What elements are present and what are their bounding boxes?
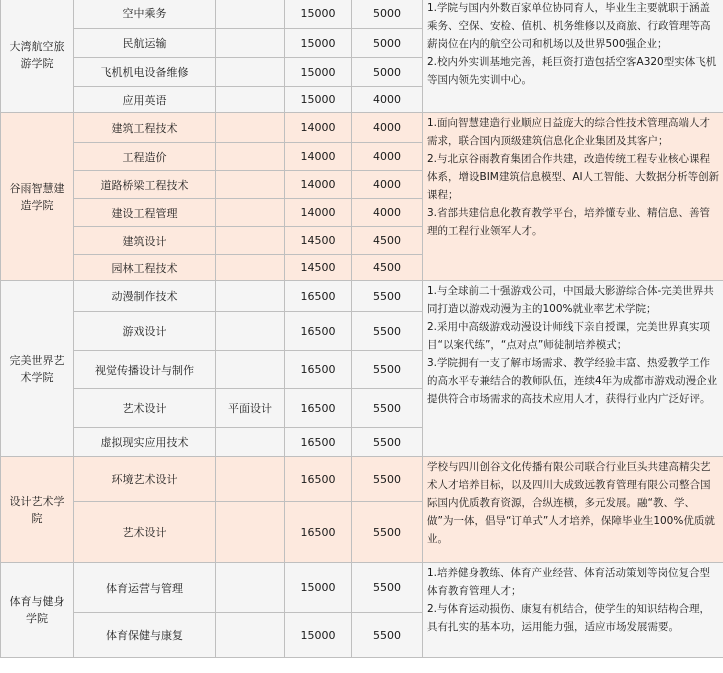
college-name: 完美世界艺术学院	[1, 281, 74, 457]
boarding-fee: 4000	[352, 199, 423, 227]
college-description: 1.面向智慧建造行业顺应日益庞大的综合性技术管理高端人才需求，联合国内顶级建筑信息化企业集团及其客户； 2.与北京谷雨教育集团合作共建，改造传统工程专业核心课程体系，增设BIM建筑信息模型、AI人工智能、大数据分析等创新课程； 3.省部共建信息化教育教学平台，培养懂专业、精信息、善管理的工程行业领军人才。	[423, 113, 723, 281]
major-name: 工程造价	[74, 143, 216, 171]
tuition-fee: 14000	[285, 171, 352, 199]
college-name: 谷雨智慧建造学院	[1, 113, 74, 281]
boarding-fee: 4000	[352, 171, 423, 199]
major-name: 艺术设计	[74, 389, 216, 428]
major-name: 民航运输	[74, 29, 216, 58]
direction	[216, 58, 285, 87]
table-row	[1, 281, 723, 312]
major-name: 艺术设计	[74, 502, 216, 563]
major-name: 应用英语	[74, 87, 216, 113]
direction	[216, 29, 285, 58]
direction	[216, 281, 285, 312]
tuition-fee: 15000	[285, 87, 352, 113]
tuition-fee: 15000	[285, 0, 352, 29]
direction	[216, 171, 285, 199]
boarding-fee: 5500	[352, 613, 423, 658]
major-name: 虚拟现实应用技术	[74, 428, 216, 457]
direction	[216, 143, 285, 171]
direction	[216, 613, 285, 658]
major-name: 视觉传播设计与制作	[74, 351, 216, 389]
boarding-fee: 5500	[352, 502, 423, 563]
college-description: 1.学院与国内外数百家单位协同育人，毕业生主要就职于涵盖乘务、空保、安检、值机、机务维修以及商旅、行政管理等高薪岗位在内的航空公司和机场以及世界500强企业； 2.校内外实训基地完善，耗巨资打造包括空客A320型实体飞机等国内领先实训中心。	[423, 0, 723, 113]
college-description: 学校与四川创谷文化传播有限公司联合行业巨头共建高精尖艺术人才培养目标，以及四川大成致远教育管理有限公司整合国际国内优质教育资源，合纵连横，多元发展。融“教、学、做”为一体，倡导“订单式”人才培养，保障毕业生100%优质就业。	[423, 457, 723, 563]
table-row	[1, 457, 723, 502]
major-name: 飞机机电设备维修	[74, 58, 216, 87]
tuition-fee: 14500	[285, 255, 352, 281]
major-name: 体育运营与管理	[74, 563, 216, 613]
tuition-fee: 14000	[285, 143, 352, 171]
college-name: 大湾航空旅游学院	[1, 0, 74, 113]
direction	[216, 87, 285, 113]
tuition-fee: 14000	[285, 113, 352, 143]
tuition-fee: 14500	[285, 227, 352, 255]
boarding-fee: 5500	[352, 563, 423, 613]
boarding-fee: 5500	[352, 281, 423, 312]
major-name: 园林工程技术	[74, 255, 216, 281]
boarding-fee: 5500	[352, 389, 423, 428]
tuition-fee: 14000	[285, 199, 352, 227]
boarding-fee: 5000	[352, 58, 423, 87]
direction	[216, 502, 285, 563]
boarding-fee: 4000	[352, 113, 423, 143]
boarding-fee: 5500	[352, 312, 423, 351]
boarding-fee: 4000	[352, 87, 423, 113]
direction	[216, 312, 285, 351]
major-name: 建筑工程技术	[74, 113, 216, 143]
major-name: 道路桥梁工程技术	[74, 171, 216, 199]
boarding-fee: 4000	[352, 143, 423, 171]
tuition-fee: 16500	[285, 428, 352, 457]
tuition-fee: 15000	[285, 563, 352, 613]
college-name: 体育与健身学院	[1, 563, 74, 658]
direction	[216, 113, 285, 143]
direction: 平面设计	[216, 389, 285, 428]
direction	[216, 227, 285, 255]
tuition-fee: 16500	[285, 389, 352, 428]
table-row	[1, 0, 723, 29]
college-description: 1.培养健身教练、体育产业经营、体育活动策划等岗位复合型体育教育管理人才； 2.与体育运动损伤、康复有机结合，使学生的知识结构合理，具有扎实的基本功，运用能力强，适应市场发展需要。	[423, 563, 723, 658]
direction	[216, 457, 285, 502]
boarding-fee: 5000	[352, 0, 423, 29]
direction	[216, 563, 285, 613]
major-name: 体育保健与康复	[74, 613, 216, 658]
boarding-fee: 5000	[352, 29, 423, 58]
college-description: 1.与全球前二十强游戏公司，中国最大影游综合体-完美世界共同打造以游戏动漫为主的100%就业率艺术学院； 2.采用中高级游戏动漫设计师线下亲自授课，完美世界真实项目“以案代练”，“点对点”师徒制培养模式； 3.学院拥有一支了解市场需求、教学经验丰富、热爱教学工作的高水平专兼结合的教师队伍，连续4年为成都市游戏动漫企业提供符合市场需求的高技术应用人才，获得行业内广泛好评。	[423, 281, 723, 457]
direction	[216, 255, 285, 281]
tuition-fee: 16500	[285, 312, 352, 351]
table-row	[1, 113, 723, 143]
major-name: 动漫制作技术	[74, 281, 216, 312]
college-name: 设计艺术学院	[1, 457, 74, 563]
tuition-fee: 15000	[285, 613, 352, 658]
tuition-fee: 16500	[285, 457, 352, 502]
tuition-fee: 16500	[285, 351, 352, 389]
direction	[216, 428, 285, 457]
boarding-fee: 4500	[352, 227, 423, 255]
major-name: 空中乘务	[74, 0, 216, 29]
tuition-fee: 15000	[285, 58, 352, 87]
major-name: 游戏设计	[74, 312, 216, 351]
major-name: 环境艺术设计	[74, 457, 216, 502]
tuition-fee: 16500	[285, 281, 352, 312]
direction	[216, 199, 285, 227]
tuition-fee: 15000	[285, 29, 352, 58]
major-name: 建设工程管理	[74, 199, 216, 227]
boarding-fee: 5500	[352, 351, 423, 389]
boarding-fee: 5500	[352, 457, 423, 502]
direction	[216, 0, 285, 29]
major-name: 建筑设计	[74, 227, 216, 255]
direction	[216, 351, 285, 389]
boarding-fee: 4500	[352, 255, 423, 281]
table-row	[1, 563, 723, 613]
tuition-fee: 16500	[285, 502, 352, 563]
boarding-fee: 5500	[352, 428, 423, 457]
